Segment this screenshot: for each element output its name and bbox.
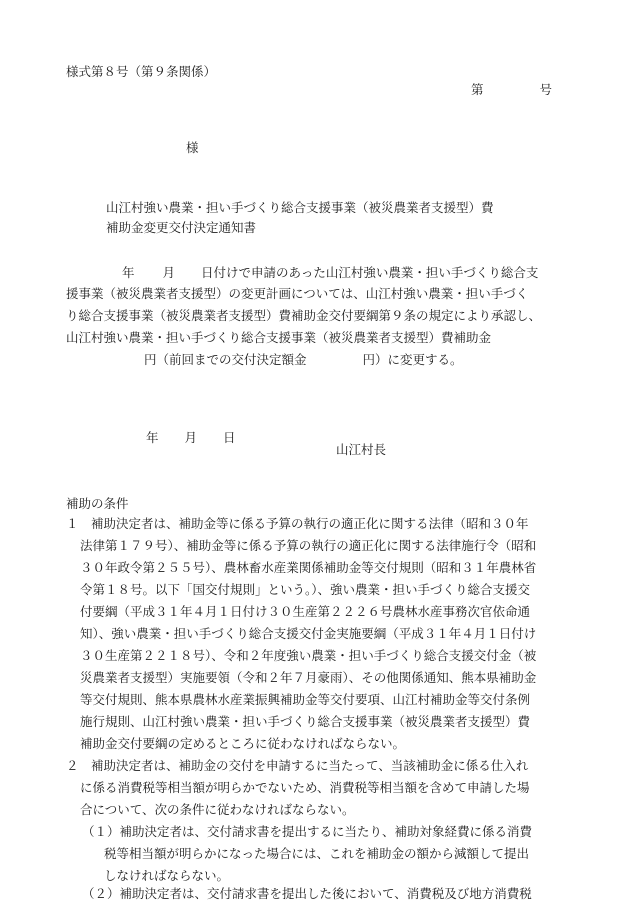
body-amount-text: 円（前回までの交付決定額金 (144, 352, 307, 367)
condition-line: 付要綱（平成３１年４月１日付け３０生産第２２２６号農林水産事務次官依命通 (80, 604, 531, 619)
document-number (471, 84, 552, 97)
document-title-line-2: 補助金変更交付決定通知書 (106, 220, 257, 235)
document-number-suffix: 号 (539, 82, 553, 97)
condition-line: 令第１８号。以下「国交付規則」という。）、強い農業・担い手づくり総合支援交 (80, 582, 531, 597)
addressee: 様 (186, 140, 199, 155)
condition-line: しなければならない。 (104, 868, 230, 883)
body-line-5 (144, 354, 463, 367)
conditions-title: 補助の条件 (66, 496, 129, 511)
body-previous-amount-text: 円）に変更する。 (362, 352, 463, 367)
condition-line: 合について、次の条件に従わなければならない。 (80, 802, 355, 817)
condition-line: （１）補助決定者は、交付請求書を提出するに当たり、補助対象経費に係る消費 (82, 824, 533, 839)
issue-year: 年 (146, 430, 159, 445)
form-id: 様式第８号（第９条関係） (66, 64, 217, 79)
condition-line: １ 補助決定者は、補助金等に係る予算の執行の適正化に関する法律（昭和３０年 (66, 516, 529, 531)
condition-line: ２ 補助決定者は、補助金の交付を申請するに当たって、当該補助金に係る仕入れ (66, 758, 529, 773)
document-title-line-1: 山江村強い農業・担い手づくり総合支援事業（被災農業者支援型）費 (106, 200, 494, 215)
condition-line: ３０生産第２２１８号）、令和２年度強い農業・担い手づくり総合支援交付金（被 (80, 648, 537, 663)
body-year: 年 (122, 265, 135, 280)
issue-month: 月 (184, 430, 198, 445)
issuer-name: 山江村長 (336, 442, 387, 457)
body-line-1 (122, 267, 538, 280)
condition-line: 施行規則、山江村強い農業・担い手づくり総合支援事業（被災農業者支援型）費 (80, 714, 531, 729)
document-number-prefix: 第 (471, 82, 484, 97)
body-line-3: り総合支援事業（被災農業者支援型）費補助金交付要綱第９条の規定により承認し、 (66, 308, 542, 323)
condition-line: 知）、強い農業・担い手づくり総合支援交付金実施要綱（平成３１年４月１日付け (80, 626, 537, 641)
condition-line: （２）補助決定者は、交付請求書を提出した後において、消費税及び地方消費税 (82, 886, 532, 901)
issue-day: 日 (223, 430, 236, 445)
body-line-4: 山江村強い農業・担い手づくり総合支援事業（被災農業者支援型）費補助金 (66, 330, 492, 345)
condition-line: 災農業者支援型）実施要領（令和２年７月豪雨）、その他関係通知、熊本県補助金 (80, 670, 537, 685)
body-line-1-text: 日付けで申請のあった山江村強い農業・担い手づくり総合支 (201, 265, 539, 280)
condition-line: ３０年政令第２５５号）、農林畜水産業関係補助金等交付規則（昭和３１年農林省 (80, 560, 537, 575)
condition-line: に係る消費税等相当額が明らかでないため、消費税等相当額を含めて申請した場 (80, 780, 530, 795)
body-line-2: 援事業（被災農業者支援型）の変更計画については、山江村強い農業・担い手づく (66, 286, 529, 301)
condition-line: 等交付規則、熊本県農林水産業振興補助金等交付要項、山江村補助金等交付条例 (80, 692, 531, 707)
condition-line: 税等相当額が明らかになった場合には、これを補助金の額から減額して提出 (104, 846, 530, 861)
issue-date (146, 432, 236, 445)
condition-line: 法律第１７９号）、補助金等に係る予算の執行の適正化に関する法律施行令（昭和 (80, 538, 537, 553)
condition-line: 補助金交付要綱の定めるところに従わなければならない。 (80, 736, 406, 751)
body-month: 月 (162, 265, 176, 280)
